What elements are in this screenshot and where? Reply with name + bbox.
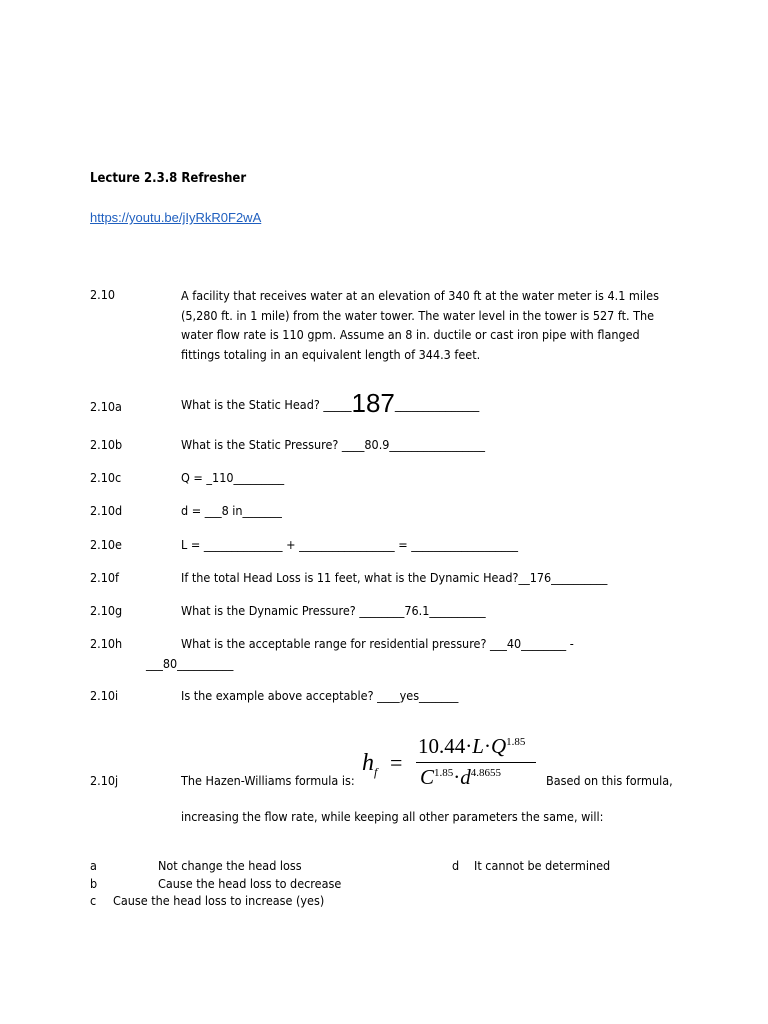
item-a-blank: _______________ xyxy=(394,397,480,412)
item-number-h: 2.10h xyxy=(90,636,123,651)
item-number-c: 2.10c xyxy=(90,470,122,485)
choice-b: Cause the head loss to decrease xyxy=(158,876,342,891)
item-f: If the total Head Loss is 11 feet, what is the Dynamic Head?__176__________ xyxy=(181,570,608,585)
item-d: d = ___8 in_______ xyxy=(181,503,282,518)
item-j-question: increasing the flow rate, while keeping all other parameters the same, will: xyxy=(181,809,604,824)
problem-number: 2.10 xyxy=(90,287,116,302)
item-j-after-formula: Based on this formula, xyxy=(546,773,673,788)
item-j: The Hazen-Williams formula is: xyxy=(181,773,355,788)
item-number-e: 2.10e xyxy=(90,537,122,552)
item-g: What is the Dynamic Pressure? ________76.1__________ xyxy=(181,603,486,618)
item-a-question: What is the Static Head? _____ xyxy=(181,397,352,412)
item-number-b: 2.10b xyxy=(90,437,123,452)
item-a-answer: 187 xyxy=(351,388,395,418)
item-h-continued: ___80__________ xyxy=(146,656,234,671)
formula-numerator: $10.44\cdot L\cdot Q^{1.85}$ xyxy=(418,734,526,758)
item-e: L = ______________ + _________________ = ___________________ xyxy=(181,537,519,552)
formula-denominator: $C^{1.85}\cdot d^{4.8655}$ xyxy=(420,765,502,789)
item-number-a: 2.10a xyxy=(90,399,122,414)
item-b: What is the Static Pressure? ____80.9_________________ xyxy=(181,437,485,452)
page-title: Lecture 2.3.8 Refresher xyxy=(90,171,247,186)
item-number-d: 2.10d xyxy=(90,503,123,518)
item-h: What is the acceptable range for residential pressure? ___40________ - xyxy=(181,636,574,651)
problem-description: A facility that receives water at an elevation of 340 ft at the water meter is 4.1 miles (5,280 ft. in 1 mile) from the water tower. The water level in the tower is 527 ft. The water flow rate is 110 gpm. Assume an 8 in. ductile or cast iron pipe with flanged fittings totaling in an equivalent length of 344.3 feet. xyxy=(181,288,659,362)
item-number-f: 2.10f xyxy=(90,570,119,585)
item-i: Is the example above acceptable? ____yes_______ xyxy=(181,688,459,703)
choice-c: Cause the head loss to increase (yes) xyxy=(113,893,325,908)
formula-lhs: $h_f$ xyxy=(362,750,378,779)
item-c: Q = _110_________ xyxy=(181,470,285,485)
choice-d: It cannot be determined xyxy=(474,858,611,873)
fraction-bar xyxy=(416,762,536,763)
choice-c-letter: c xyxy=(90,893,97,908)
hazen-williams-formula xyxy=(360,730,540,792)
item-number-g: 2.10g xyxy=(90,603,123,618)
choice-d-letter: d xyxy=(452,858,460,873)
item-number-i: 2.10i xyxy=(90,688,119,703)
choice-b-letter: b xyxy=(90,876,98,891)
choice-a: Not change the head loss xyxy=(158,858,302,873)
item-number-j: 2.10j xyxy=(90,773,119,788)
formula-equals: = xyxy=(390,750,403,775)
choice-a-letter: a xyxy=(90,858,97,873)
item-a xyxy=(181,388,479,419)
video-link[interactable]: https://youtu.be/jIyRkR0F2wA xyxy=(90,210,262,225)
